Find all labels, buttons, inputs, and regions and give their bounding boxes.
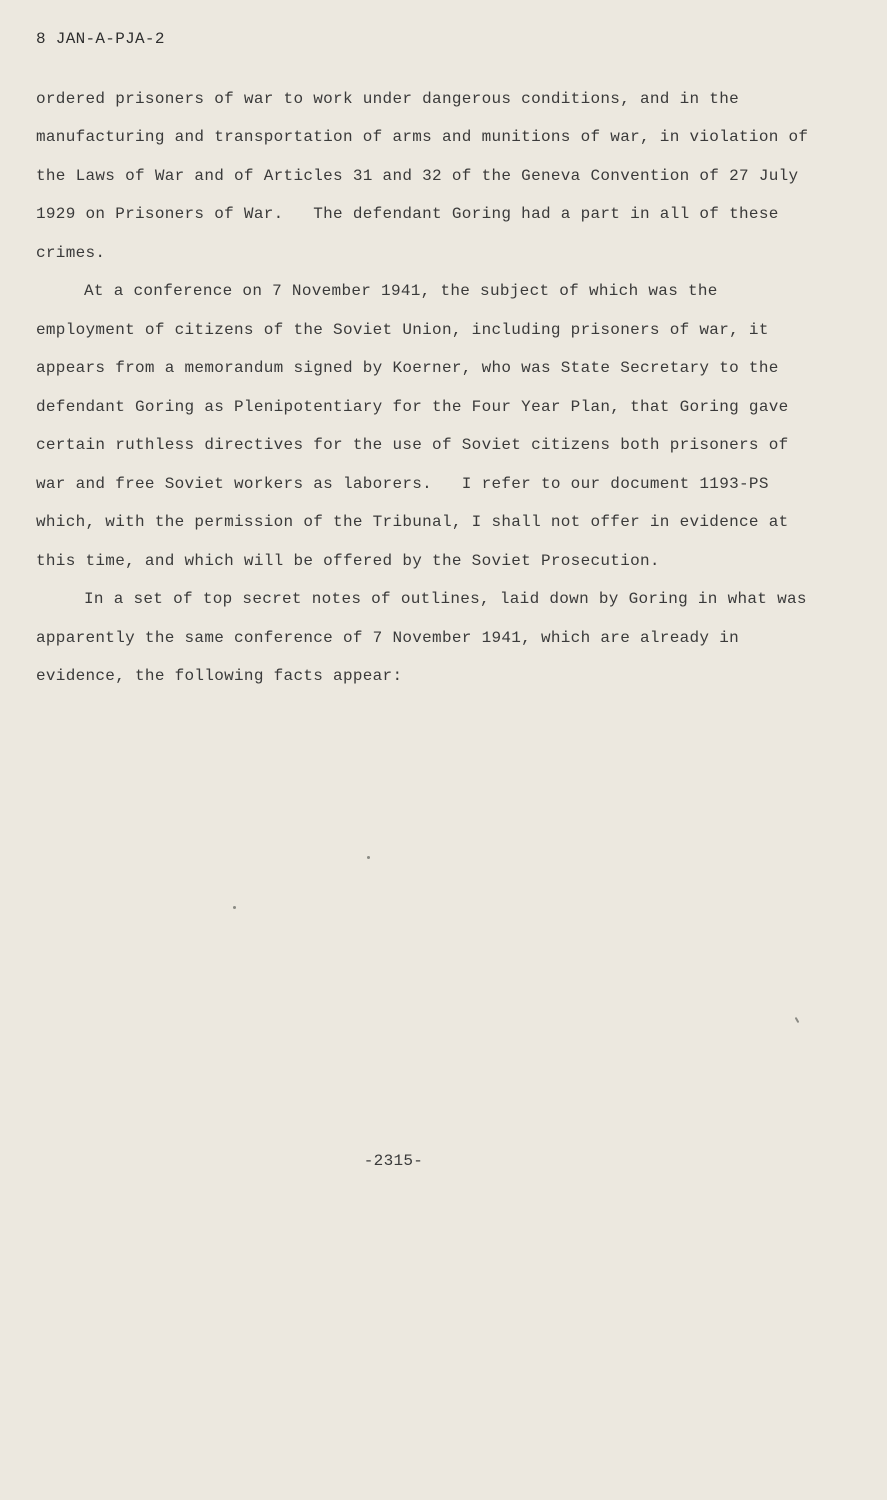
paper-speck [795,1017,800,1023]
paragraph-start-line: At a conference on 7 November 1941, the subject of which was the [84,282,718,300]
text-line: appears from a memorandum signed by Koerner, who was State Secretary to the [36,359,779,377]
text-line: employment of citizens of the Soviet Union, including prisoners of war, it [36,321,769,339]
text-line: the Laws of War and of Articles 31 and 32 of the Geneva Convention of 27 July [36,167,799,185]
paper-speck [233,906,236,909]
page-number: -2315- [363,1152,424,1170]
text-line: which, with the permission of the Tribunal, I shall not offer in evidence at [36,513,789,531]
text-line: this time, and which will be offered by the Soviet Prosecution. [36,552,660,570]
text-line: war and free Soviet workers as laborers. I refer to our document 1193-PS [36,475,769,493]
text-line: defendant Goring as Plenipotentiary for the Four Year Plan, that Goring gave [36,398,789,416]
page-header: 8 JAN-A-PJA-2 [36,30,165,48]
text-line: evidence, the following facts appear: [36,667,403,685]
text-line: certain ruthless directives for the use of Soviet citizens both prisoners of [36,436,789,454]
paper-speck [367,856,370,859]
text-line: 1929 on Prisoners of War. The defendant Goring had a part in all of these [36,205,779,223]
text-line: apparently the same conference of 7 November 1941, which are already in [36,629,740,647]
text-line: manufacturing and transportation of arms and munitions of war, in violation of [36,128,809,146]
paragraph-start-line: In a set of top secret notes of outlines, laid down by Goring in what was [84,590,807,608]
text-line: crimes. [36,244,106,262]
text-line: ordered prisoners of war to work under dangerous conditions, and in the [36,90,740,108]
